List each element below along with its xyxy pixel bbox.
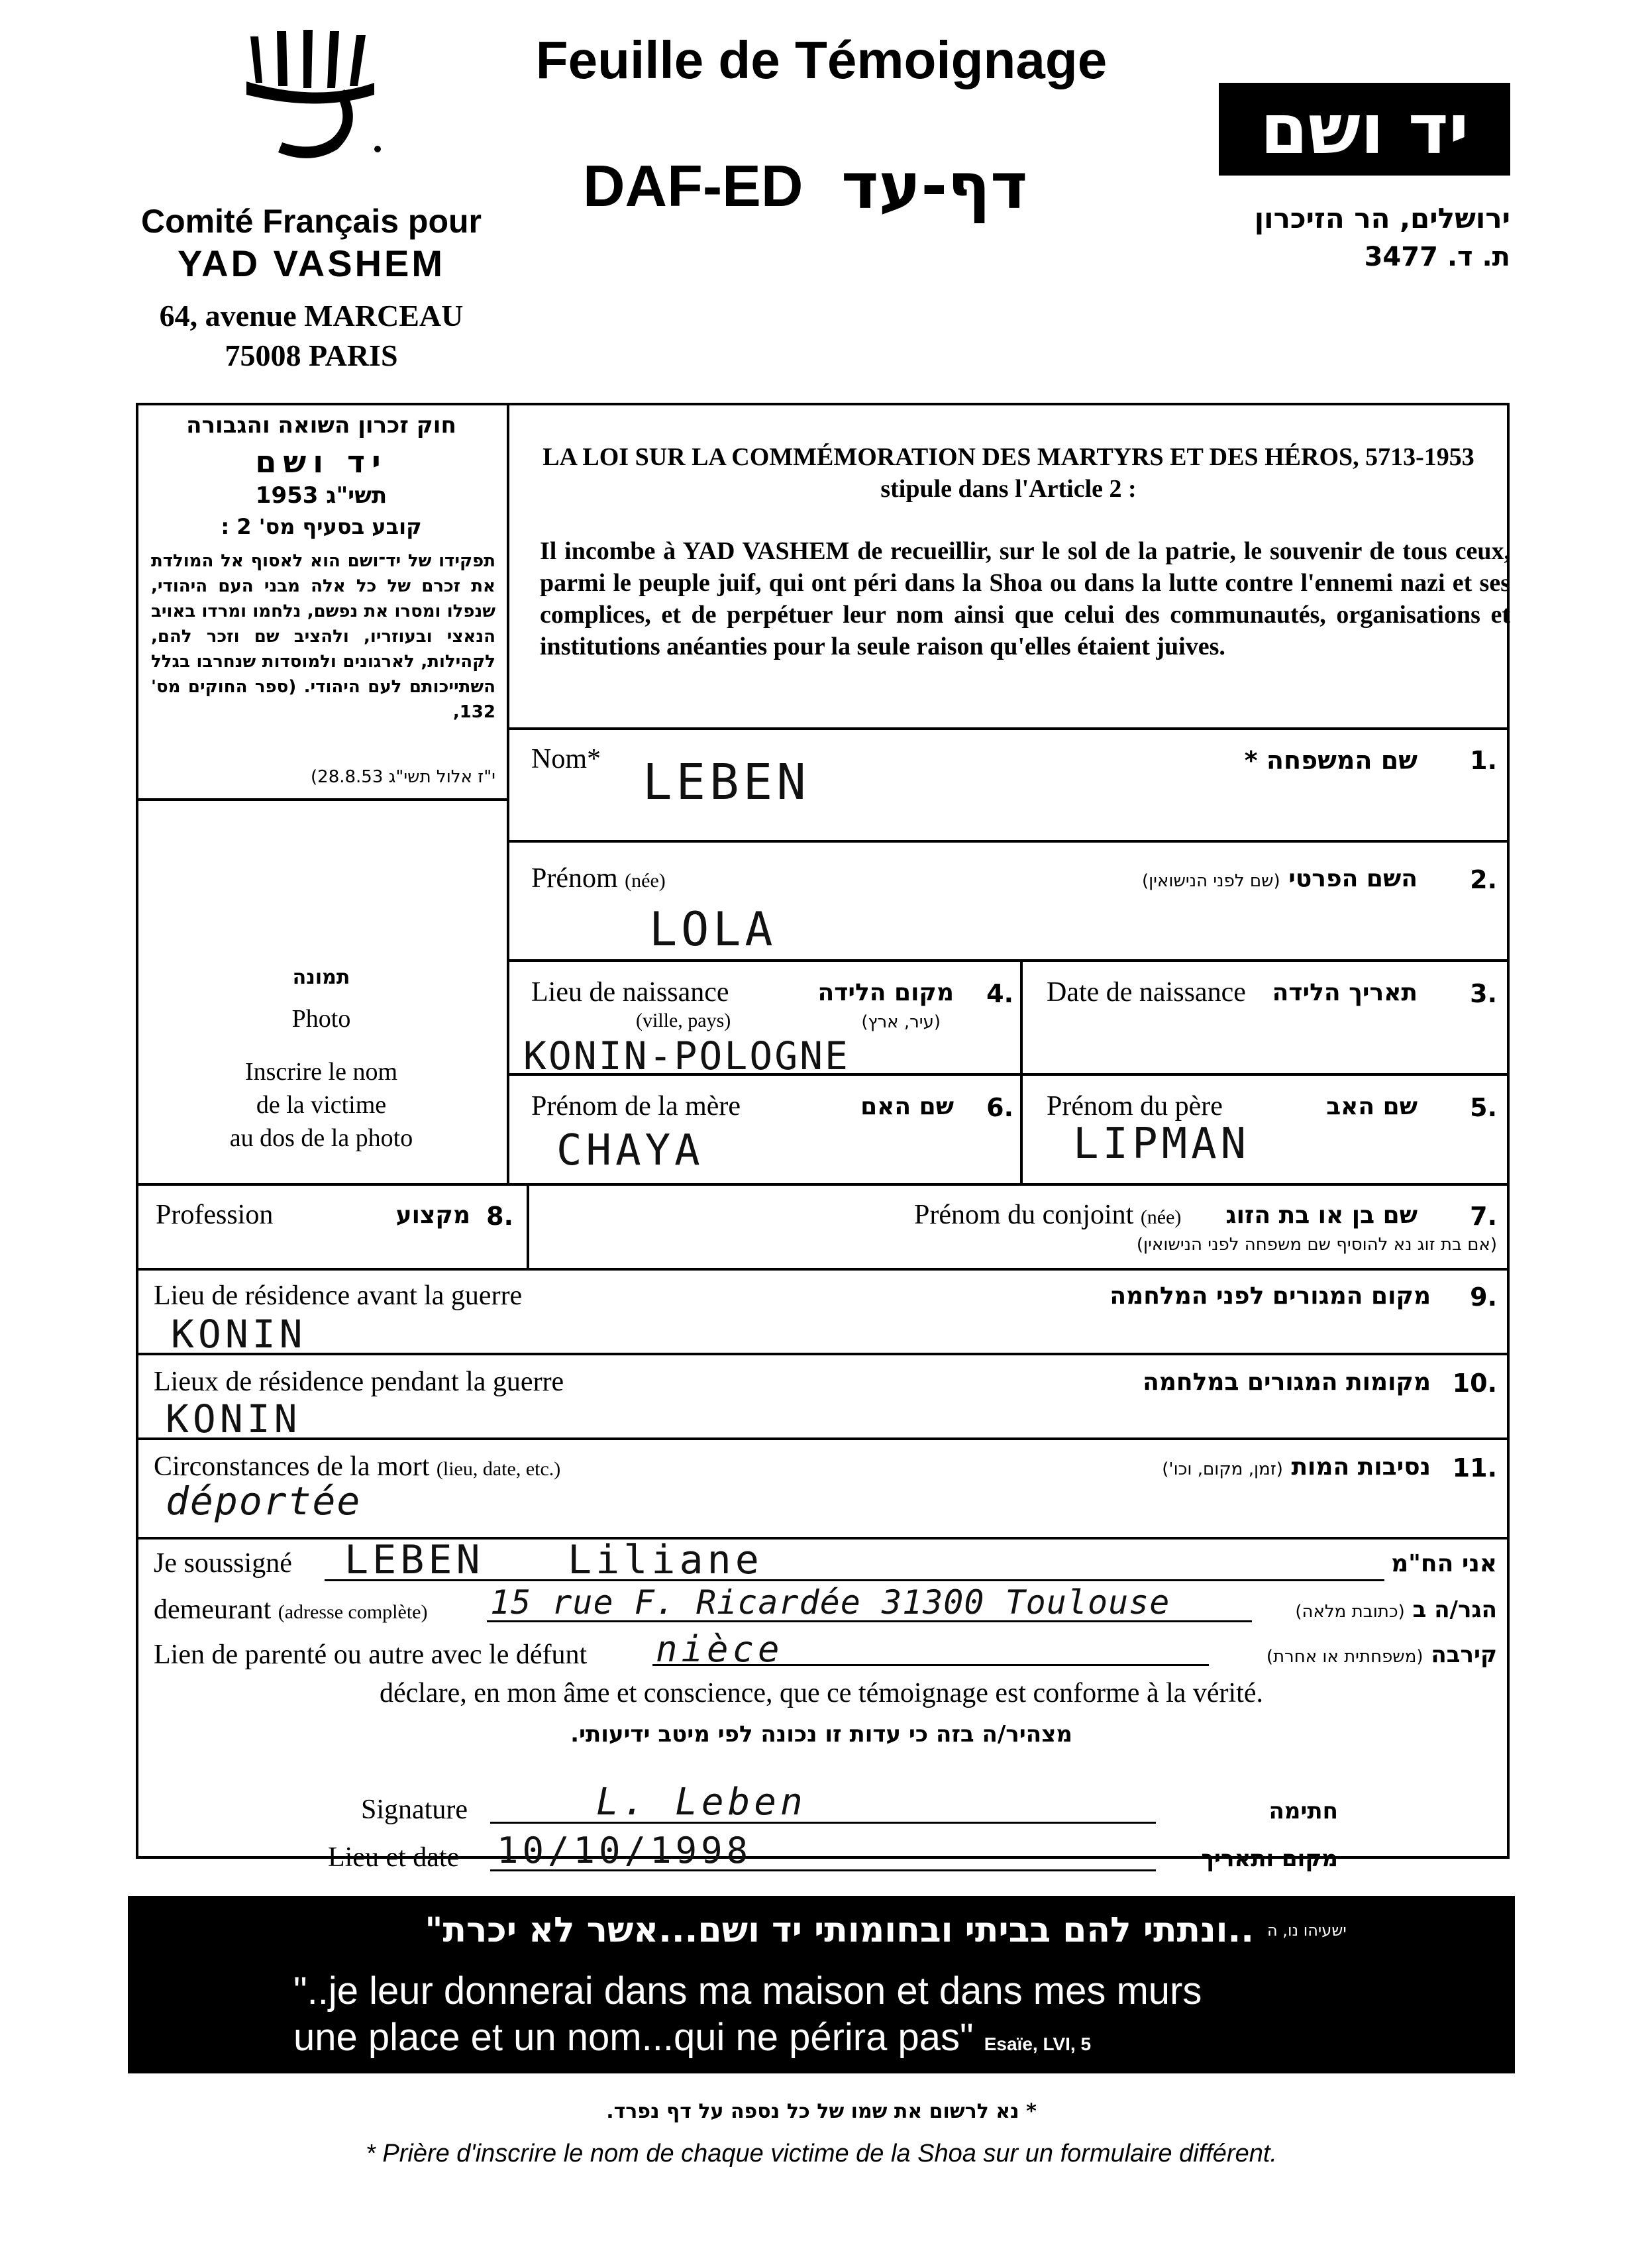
field-prenom-label xyxy=(531,862,666,894)
row-divider-5 xyxy=(136,1183,1510,1186)
field-residence-before-value[interactable]: KONIN xyxy=(171,1312,307,1357)
row-divider-7 xyxy=(136,1353,1510,1355)
place-date-he: מקום ותאריך xyxy=(1201,1846,1338,1872)
row-divider-2 xyxy=(507,840,1510,843)
signature-line xyxy=(490,1822,1156,1824)
field-residence-during-he: מקומות המגורים במלחמה xyxy=(1143,1369,1431,1396)
law-he-date: י"ז אלול תשי"ג 28.8.53) xyxy=(311,767,495,787)
law-fr-title: LA LOI SUR LA COMMÉMORATION DES MARTYRS ET DES HÉROS, 5713-1953 xyxy=(542,443,1474,471)
banner-he-quote xyxy=(128,1910,1254,1950)
field-residence-before-he: מקום המגורים לפני המלחמה xyxy=(1110,1282,1431,1310)
field-father-num: .5 xyxy=(1470,1093,1497,1122)
quote-banner xyxy=(128,1896,1515,2073)
field-residence-before-num: .9 xyxy=(1470,1282,1497,1312)
address-he xyxy=(1252,1596,1497,1623)
declaration-fr: déclare, en mon âme et conscience, que ce témoignage est conforme à la vérité. xyxy=(379,1678,1263,1708)
law-he-clause: קובע בסעיף מס' 2 : xyxy=(221,514,422,539)
field-father-he: שם האב xyxy=(1326,1093,1418,1120)
field-prenom-he-text: השם הפרטי xyxy=(1288,865,1418,892)
relation-label: Lien de parenté ou autre avec le défunt xyxy=(154,1640,588,1670)
banner-fr-line1: "..je leur donnerai dans ma maison et dans mes murs xyxy=(293,1969,1202,2012)
address-label xyxy=(154,1594,427,1626)
address-line2: 75008 PARIS xyxy=(225,339,398,372)
signature-he: חתימה xyxy=(1268,1798,1338,1824)
photo-he: תמונה xyxy=(292,966,350,989)
footer-he-text: נא לרשום את שמו של כל נספה על דף נפרד. xyxy=(606,2100,1019,2123)
banner-he-ref: ישעיהו נו, ה xyxy=(1267,1921,1347,1940)
address-he-text: הגר/ה ב xyxy=(1412,1596,1497,1623)
banner-he-quote-text: ..ונתתי להם בביתי ובחומותי יד ושם...אשר לא יכרת" xyxy=(425,1910,1254,1950)
field-birthplace-label: Lieu de naissance xyxy=(531,977,729,1008)
yad-vashem-box-text: יד ושם xyxy=(1260,89,1469,170)
field-spouse-he: שם בן או בת הזוג xyxy=(1225,1202,1418,1229)
field-prenom-label-small: (née) xyxy=(625,870,666,892)
address-he-small: (כתובת מלאה) xyxy=(1295,1602,1405,1622)
declarant-value[interactable]: LEBEN Liliane xyxy=(344,1537,763,1583)
row-divider-8 xyxy=(136,1437,1510,1440)
law-photo-divider xyxy=(136,798,509,801)
address-label-text: demeurant xyxy=(154,1594,272,1625)
field-birthplace-value[interactable]: KONIN-POLOGNE xyxy=(523,1033,850,1078)
field-death-circumstances-he-text: נסיבות המות xyxy=(1291,1453,1431,1481)
relation-value[interactable]: nièce xyxy=(656,1628,784,1670)
field-death-circumstances-he-small: (זמן, מקום, וכו') xyxy=(1162,1459,1283,1479)
photo-instruction-1: Inscrire le nom xyxy=(244,1058,398,1086)
field-death-circumstances-label-small: (lieu, date, etc.) xyxy=(436,1458,561,1480)
field-residence-during-num: .10 xyxy=(1452,1369,1497,1398)
field-residence-during-label: Lieux de résidence pendant la guerre xyxy=(154,1367,564,1397)
field-spouse-he-small: (אם בת זוג נא להוסיף שם משפחה לפני הנישואין) xyxy=(1136,1235,1497,1255)
declarant-label: Je soussigné xyxy=(154,1548,292,1579)
field-prenom-he xyxy=(1020,865,1418,892)
profession-divider xyxy=(527,1183,529,1269)
relation-he-text: קירבה xyxy=(1431,1642,1497,1668)
field-mother-value[interactable]: CHAYA xyxy=(556,1126,704,1175)
field-birthdate-num: .3 xyxy=(1470,979,1497,1008)
page-title: Feuille de Témoignage xyxy=(535,30,1108,89)
field-nom-label-text: Nom xyxy=(531,744,587,774)
footer-he-note xyxy=(132,2100,1510,2123)
field-spouse-label xyxy=(914,1199,1181,1231)
relation-he xyxy=(1212,1642,1497,1668)
field-spouse-label-small: (née) xyxy=(1140,1206,1182,1228)
po-box: ת. ד. 3477 xyxy=(1364,242,1510,272)
field-birthplace-label-small: (ville, pays) xyxy=(636,1010,731,1031)
field-mother-num: .6 xyxy=(986,1093,1013,1122)
jerusalem-line: ירושלים, הר הזיכרון xyxy=(1254,202,1510,235)
field-spouse-label-text: Prénom du conjoint xyxy=(914,1200,1134,1230)
field-nom-star: * xyxy=(587,744,601,774)
field-birthdate-he: תאריך הלידה xyxy=(1272,979,1418,1006)
row-divider-9 xyxy=(136,1537,1510,1540)
org-line1: Comité Français pour xyxy=(141,203,482,240)
mid-vertical-divider xyxy=(1020,959,1023,1184)
field-profession-label: Profession xyxy=(156,1200,274,1230)
field-prenom-value[interactable]: LOLA xyxy=(649,902,777,957)
footer-fr-note: * Prière d'inscrire le nom de chaque victime de la Shoa sur un formulaire différent. xyxy=(366,2140,1277,2167)
field-residence-during-value[interactable]: KONIN xyxy=(166,1396,301,1441)
photo-instruction-3: au dos de la photo xyxy=(229,1124,413,1152)
field-spouse-num: .7 xyxy=(1470,1202,1497,1231)
footer-he-star: * xyxy=(1026,2100,1037,2123)
signature-value[interactable]: L. Leben xyxy=(596,1781,807,1824)
row-divider-3 xyxy=(507,959,1510,962)
row-divider-1 xyxy=(507,727,1510,730)
field-profession-he: מקצוע xyxy=(395,1202,470,1229)
field-birthplace-he: מקום הלידה xyxy=(817,979,954,1006)
field-father-label: Prénom du père xyxy=(1047,1091,1223,1122)
field-father-value[interactable]: LIPMAN xyxy=(1073,1120,1251,1169)
field-nom-value[interactable]: LEBEN xyxy=(643,754,810,811)
photo-label: Photo xyxy=(291,1005,351,1033)
address-line1: 64, avenue MARCEAU xyxy=(159,299,464,333)
field-death-circumstances-label-text: Circonstances de la mort xyxy=(154,1451,430,1482)
org-line2: YAD VASHEM xyxy=(177,242,446,284)
row-divider-6 xyxy=(136,1268,1510,1271)
law-fr-subtitle: stipule dans l'Article 2 : xyxy=(880,475,1137,503)
law-he-name: יד ושם xyxy=(255,444,387,480)
law-he-year: תשי"ג 1953 xyxy=(255,482,387,509)
field-prenom-he-small: (שם לפני הנישואין) xyxy=(1141,871,1280,891)
signature-label: Signature xyxy=(361,1795,468,1825)
photo-instruction-2: de la victime xyxy=(256,1091,387,1119)
yad-vashem-logo xyxy=(238,17,397,169)
relation-he-small: (משפחתית או אחרת) xyxy=(1266,1647,1423,1667)
place-date-label: Lieu et date xyxy=(328,1842,460,1873)
field-death-circumstances-num: .11 xyxy=(1452,1453,1497,1483)
law-fr-body: Il incombe à YAD VASHEM de recueillir, sur le sol de la patrie, le souvenir de tous ceux, parmi le peuple juif, qui ont péri dans la Shoa ou dans la lutte contre l'ennemi nazi et ses complices, et de perpétuer leur nom ainsi que celui des communautés, organisations et institutions anéanties pour la seule raison qu'elles étaient juives. xyxy=(540,537,1510,660)
field-death-circumstances-he xyxy=(1033,1453,1431,1481)
declarant-he: אני הח"מ xyxy=(1391,1550,1497,1577)
field-birthplace-he-small: (עיר, ארץ) xyxy=(861,1012,941,1032)
field-mother-label: Prénom de la mère xyxy=(531,1091,741,1122)
address-value[interactable]: 15 rue F. Ricardée 31300 Toulouse xyxy=(490,1583,1170,1622)
law-he-title: חוק זכרון השואה והגבורה xyxy=(186,412,456,439)
field-profession-num: .8 xyxy=(486,1202,513,1231)
left-column-divider xyxy=(507,403,509,1184)
banner-fr-ref: Esaïe, LVI, 5 xyxy=(984,2034,1092,2054)
banner-fr-line2-text: une place et un nom...qui ne périra pas" xyxy=(293,2016,974,2059)
menorah-hand-icon xyxy=(238,17,397,169)
daf-ed-latin: DAF-ED xyxy=(583,153,803,219)
field-death-circumstances-label xyxy=(154,1451,560,1483)
place-date-value[interactable]: 10/10/1998 xyxy=(497,1830,752,1871)
field-nom-label xyxy=(531,743,601,775)
field-nom-num: .1 xyxy=(1470,746,1497,775)
daf-ed-hebrew: דף-עד xyxy=(841,149,1028,223)
field-death-circumstances-value[interactable]: déportée xyxy=(166,1479,362,1524)
field-nom-he: שם המשפחה * xyxy=(1244,746,1418,775)
yad-vashem-hebrew-box xyxy=(1219,83,1510,176)
field-prenom-label-text: Prénom xyxy=(531,863,618,894)
field-birthdate-label: Date de naissance xyxy=(1047,977,1246,1008)
banner-fr-line2 xyxy=(293,2015,1091,2060)
law-he-body: תפקידו של יד־ושם הוא לאסוף אל המולדת את זכרם של כל אלה מבני העם היהודי, שנפלו ומסרו את נפשם, נלחמו ומרדו באויב הנאצי ובעוזריו, ולהציב שם וזכר להם, לקהילות, לארגונים ולמוסדות שנחרבו בגלל השתייכותם לעם היהודי. (ספר החוקים מס' 132, xyxy=(151,551,495,722)
field-mother-he: שם האם xyxy=(860,1093,954,1120)
address-label-small: (adresse complète) xyxy=(278,1601,428,1623)
field-residence-before-label: Lieu de résidence avant la guerre xyxy=(154,1280,523,1311)
field-birthplace-num: .4 xyxy=(986,979,1013,1008)
declaration-he: מצהיר/ה בזה כי עדות זו נכונה לפי מיטב ידיעותי. xyxy=(570,1721,1072,1748)
field-prenom-num: .2 xyxy=(1470,865,1497,894)
